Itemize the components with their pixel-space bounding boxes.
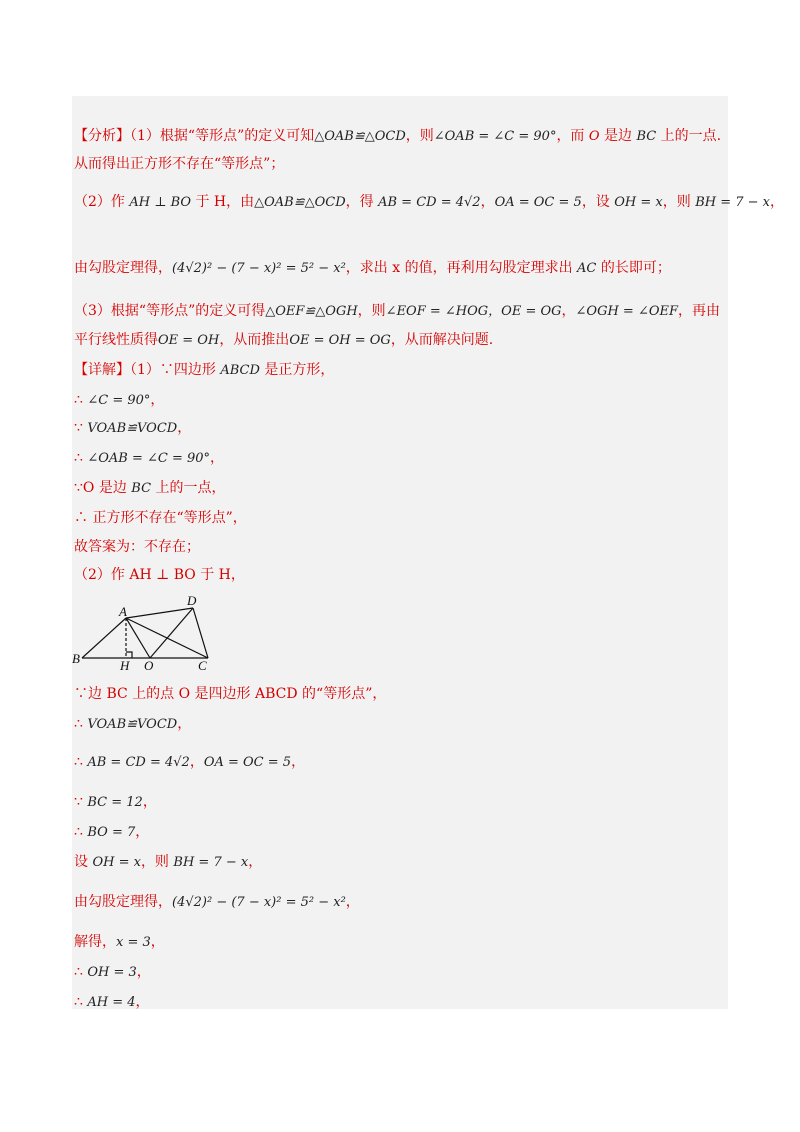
math: BC [636, 129, 657, 144]
analysis-line-2: 从而得出正方形不存在“等形点”； [74, 156, 285, 172]
detail-text: ， [136, 964, 151, 980]
analysis-text: 【分析】（1）根据“等形点”的定义可知 [74, 128, 315, 144]
detail-line-12 [74, 792, 157, 813]
math: x = 3 [116, 935, 151, 950]
math: ∠EOF = ∠HOG，OE = OG [385, 304, 562, 319]
analysis-text: 的长即可； [596, 260, 671, 276]
detail-line-1 [74, 360, 334, 381]
detail-text: 【详解】（1）∵四边形 [74, 362, 221, 378]
label-d: D [187, 594, 197, 608]
detail-text: ∴ [74, 392, 88, 408]
label-b: B [72, 651, 80, 666]
analysis-text: ，而 [556, 128, 589, 144]
math: OE = OH = OG [289, 333, 391, 348]
analysis-text: 于 H，由 [191, 194, 255, 210]
detail-text: ， [177, 420, 192, 436]
detail-text: ， [150, 934, 165, 950]
analysis-text: 由勾股定理得， [74, 260, 172, 276]
analysis-text: （2）作 [74, 194, 130, 210]
detail-line-13 [74, 822, 149, 843]
analysis-text: ，再由 [678, 303, 721, 319]
analysis-line-1 [74, 126, 721, 147]
analysis-line-6 [74, 330, 493, 351]
detail-text: 由勾股定理得， [74, 894, 172, 910]
math: ∠OAB = ∠C = 90° [433, 129, 557, 144]
analysis-text: ，从而解决问题. [390, 332, 494, 348]
analysis-text: 是边 [599, 128, 637, 144]
math: ∠OGH = ∠OEF [575, 304, 679, 319]
detail-text: ， [135, 824, 150, 840]
analysis-text: ， [561, 303, 576, 319]
analysis-line-4 [74, 258, 671, 279]
detail-text: ， [248, 854, 263, 870]
math: △OAB≌△OCD [314, 129, 406, 144]
detail-text: 解得， [74, 934, 116, 950]
math: O [588, 129, 600, 144]
detail-text: ∴ [74, 450, 88, 466]
analysis-text: ， [480, 194, 495, 210]
detail-text: ， [291, 754, 306, 770]
detail-line-7: 故答案为：不存在； [74, 539, 200, 555]
detail-text: ，则 [140, 854, 174, 870]
label-o: O [144, 658, 154, 673]
detail-text: ， [150, 392, 165, 408]
detail-line-5 [74, 478, 226, 499]
detail-text: ∵ [74, 420, 88, 436]
label-a: A [119, 604, 127, 619]
detail-line-2 [74, 390, 164, 411]
math: ∠OAB = ∠C = 90° [87, 451, 211, 466]
analysis-text: ，则 [357, 303, 386, 319]
detail-line-11 [74, 752, 305, 773]
analysis-text: ，则 [662, 194, 696, 210]
math: BO = 7 [87, 825, 136, 840]
math: △OEF≌△OGH [265, 304, 358, 319]
detail-line-17 [74, 962, 151, 983]
analysis-text: ， [770, 194, 785, 210]
math: ∠C = 90° [87, 393, 151, 408]
detail-line-4 [74, 448, 224, 469]
math: AB = CD = 4√2 [378, 195, 481, 210]
math: OA = OC = 5 [494, 195, 582, 210]
detail-text: ∵ [74, 794, 88, 810]
detail-line-10 [74, 714, 191, 735]
detail-text: 上的一点， [151, 480, 226, 496]
math: △OAB≌△OCD [254, 195, 346, 210]
detail-line-18 [74, 992, 150, 1013]
analysis-text: 上的一点. [656, 128, 722, 144]
detail-line-8: （2）作 AH ⊥ BO 于 H， [74, 567, 245, 583]
detail-line-14 [74, 852, 262, 873]
math: AB = CD = 4√2 [87, 755, 190, 770]
math: AC [577, 261, 597, 276]
detail-text: ， [210, 450, 225, 466]
math: OH = 3 [87, 965, 137, 980]
math: OA = OC = 5 [203, 755, 292, 770]
math: BH = 7 − x [695, 195, 771, 210]
detail-text: ∴ [74, 994, 88, 1010]
math: ABCD [220, 363, 260, 378]
detail-line-6: ∴ 正方形不存在“等形点”， [74, 510, 247, 526]
math: VOAB≌VOCD [87, 421, 178, 436]
analysis-text: ，得 [345, 194, 379, 210]
detail-text: ， [142, 794, 157, 810]
analysis-text: 平行线性质得 [74, 332, 158, 348]
math: OE = OH [158, 333, 220, 348]
detail-line-16 [74, 932, 165, 953]
segment-dc [193, 608, 208, 658]
label-c: C [198, 658, 207, 673]
segment-ab [82, 618, 126, 658]
math: (4√2)² − (7 − x)² = 5² − x² [172, 261, 346, 276]
detail-text: ， [345, 894, 360, 910]
analysis-line-3 [74, 192, 784, 213]
detail-text: ∴ [74, 716, 88, 732]
detail-line-9: ∵边 BC 上的点 O 是四边形 ABCD 的“等形点”， [74, 686, 387, 702]
analysis-text: （3）根据“等形点”的定义可得 [74, 303, 266, 319]
math: BH = 7 − x [173, 855, 249, 870]
detail-text: 设 [74, 854, 93, 870]
detail-text: ， [135, 994, 150, 1010]
math: BC [131, 481, 152, 496]
math: (4√2)² − (7 − x)² = 5² − x² [172, 895, 346, 910]
geometry-figure [70, 594, 220, 674]
analysis-text: ，设 [581, 194, 615, 210]
math: OH = x [614, 195, 663, 210]
analysis-text: ，求出 x 的值，再利用勾股定理求出 [345, 260, 578, 276]
detail-text: ∴ [74, 824, 88, 840]
detail-text: ， [177, 716, 192, 732]
detail-text: 是正方形， [259, 362, 335, 378]
analysis-text: ，从而推出 [219, 332, 290, 348]
detail-text: ∴ [74, 754, 88, 770]
detail-text: ∴ [74, 964, 88, 980]
detail-line-15 [74, 892, 360, 913]
detail-line-3 [74, 418, 191, 439]
analysis-line-5 [74, 301, 720, 322]
math: OH = x [92, 855, 141, 870]
detail-text: ∵O 是边 [74, 480, 132, 496]
math: AH ⊥ BO [129, 195, 192, 210]
math: AH = 4 [87, 995, 136, 1010]
math: VOAB≌VOCD [87, 717, 178, 732]
math: BC = 12 [87, 795, 143, 810]
detail-text: ， [189, 754, 204, 770]
analysis-text: ，则 [405, 128, 434, 144]
segment-ad [126, 608, 193, 618]
label-h: H [120, 658, 130, 673]
